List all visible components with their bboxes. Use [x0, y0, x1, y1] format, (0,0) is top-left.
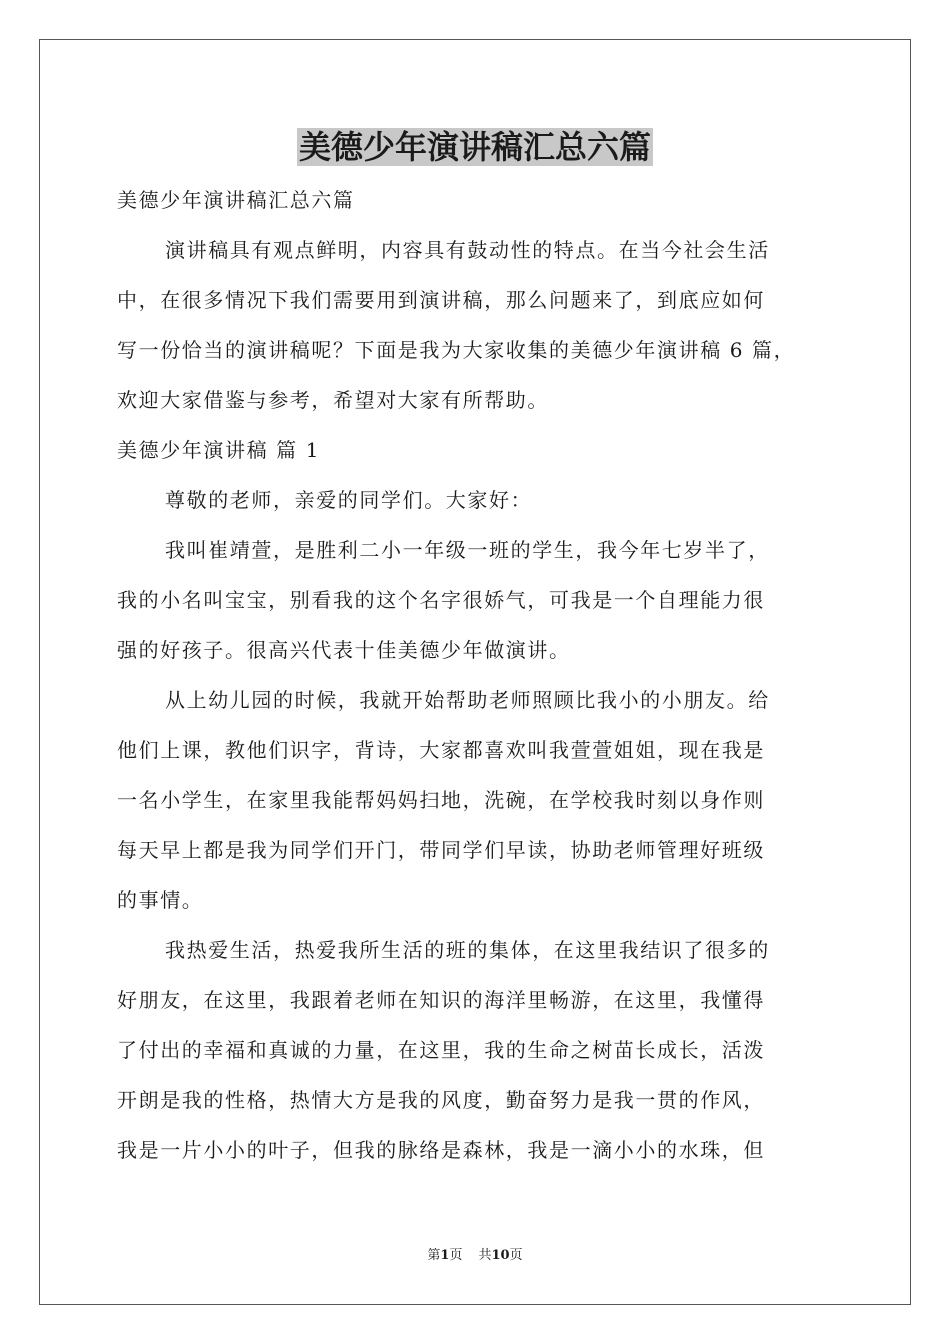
page-suffix: 页 — [449, 1248, 463, 1263]
text-line: 从上幼儿园的时候，我就开始帮助老师照顾比我小的小朋友。给 — [165, 688, 770, 712]
text-line: 欢迎大家借鉴与参考，希望对大家有所帮助。 — [117, 388, 549, 412]
text-line: 每天早上都是我为同学们开门，带同学们早读，协助老师管理好班级 — [117, 838, 765, 862]
text-line: 我叫崔靖萱，是胜利二小一年级一班的学生，我今年七岁半了， — [165, 538, 770, 562]
text-line: 好朋友，在这里，我跟着老师在知识的海洋里畅游，在这里，我懂得 — [117, 988, 765, 1012]
text-line: 尊敬的老师，亲爱的同学们。大家好： — [165, 488, 533, 512]
page-footer — [0, 1247, 950, 1265]
text-line: 开朗是我的性格，热情大方是我的风度，勤奋努力是我一贯的作风， — [117, 1088, 765, 1112]
page-prefix: 第 — [427, 1248, 441, 1263]
text-line: 写一份恰当的演讲稿呢？下面是我为大家收集的美德少年演讲稿 6 篇， — [117, 338, 796, 362]
section-heading: 美德少年演讲稿 篇 1 — [117, 438, 321, 462]
text-line: 中，在很多情况下我们需要用到演讲稿，那么问题来了，到底应如何 — [117, 288, 765, 312]
document-title — [0, 124, 950, 170]
text-line: 我是一片小小的叶子，但我的脉络是森林，我是一滴小小的水珠，但 — [117, 1138, 765, 1162]
text-line: 演讲稿具有观点鲜明，内容具有鼓动性的特点。在当今社会生活 — [165, 238, 770, 262]
text-line: 强的好孩子。很高兴代表十佳美德少年做演讲。 — [117, 638, 571, 662]
text-line: 了付出的幸福和真诚的力量，在这里，我的生命之树苗长成长，活泼 — [117, 1038, 765, 1062]
text-line: 美德少年演讲稿汇总六篇 — [117, 188, 355, 212]
text-line: 他们上课，教他们识字，背诗，大家都喜欢叫我萱萱姐姐，现在我是 — [117, 738, 765, 762]
text-line: 的事情。 — [117, 888, 204, 912]
document-body — [117, 175, 837, 1175]
text-line: 我热爱生活，热爱我所生活的班的集体，在这里我结识了很多的 — [165, 938, 770, 962]
document-title-text: 美德少年演讲稿汇总六篇 — [298, 128, 651, 166]
page-total: 10 — [491, 1248, 510, 1263]
page-current: 1 — [440, 1248, 450, 1263]
text-line: 一名小学生，在家里我能帮妈妈扫地，洗碗，在学校我时刻以身作则 — [117, 788, 765, 812]
total-suffix: 页 — [509, 1248, 523, 1263]
text-line: 我的小名叫宝宝，别看我的这个名字很娇气，可我是一个自理能力很 — [117, 588, 765, 612]
total-prefix: 共 — [478, 1248, 492, 1263]
